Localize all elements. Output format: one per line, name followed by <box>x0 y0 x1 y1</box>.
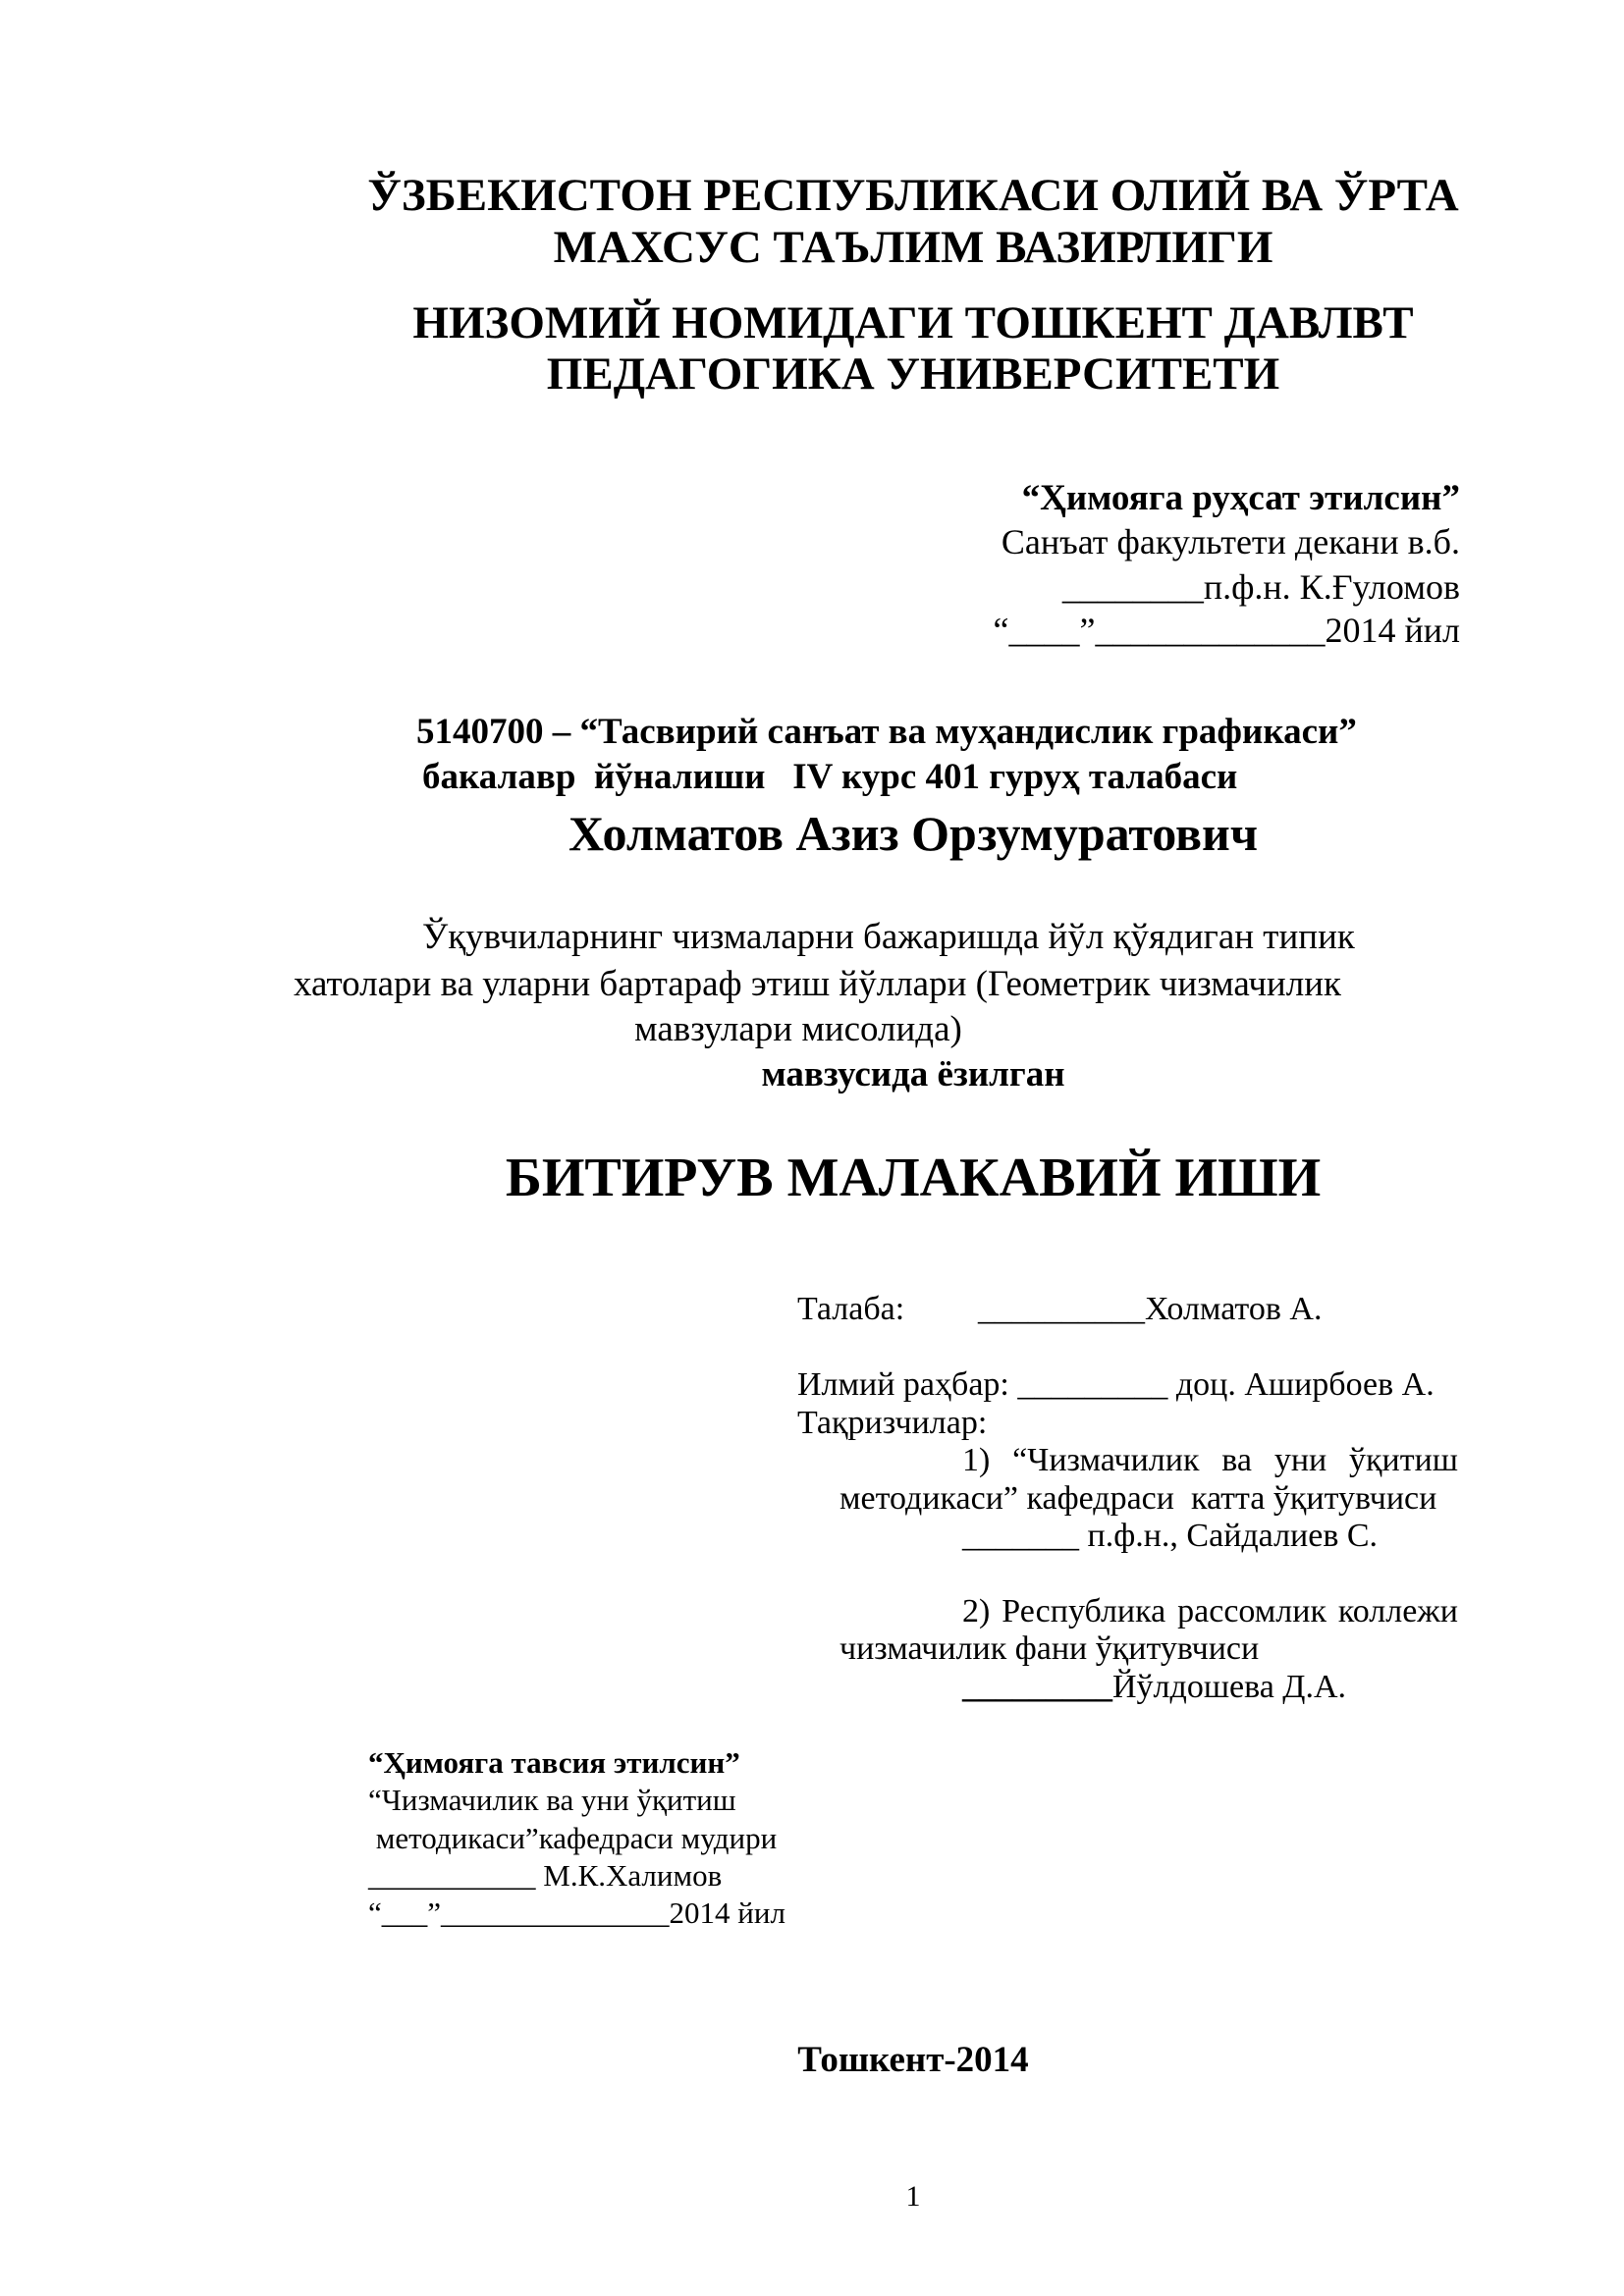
student-signature-blank: __________ <box>978 1291 1145 1327</box>
ministry-title-line1: ЎЗБЕКИСТОН РЕСПУБЛИКАСИ ОЛИЙ ВА ЎРТА <box>367 170 1459 221</box>
recommendation-line1: “Чизмачилик ва уни ўқитиш <box>368 1783 736 1817</box>
page-number: 1 <box>905 2180 921 2213</box>
reviewer2-signature-line <box>962 1668 1346 1707</box>
recommendation-signer: М.К.Халимов <box>543 1858 723 1893</box>
approval-date-open: “____” <box>993 611 1096 650</box>
university-title-line2: ПЕДАГОГИКА УНИВЕРСИТЕТИ <box>546 348 1280 400</box>
recommendation-signature-line <box>368 1857 722 1895</box>
topic-written-on: мавзусида ёзилган <box>761 1054 1065 1095</box>
topic-line2: хатолари ва уларни бартараф этиш йўллари (Геометрик чизмачилик <box>294 964 1341 1004</box>
reviewer1-line2: методикаси” кафедраси катта ўқитувчиси <box>839 1480 1437 1517</box>
advisor-signature-line <box>797 1365 1435 1405</box>
advisor-name: доц. Аширбоев А. <box>1175 1366 1435 1403</box>
topic-line3: мавзулари мисолида) <box>634 1009 962 1049</box>
recommendation-signature-blank: ___________ <box>368 1858 536 1893</box>
advisor-signature-blank: _________ <box>1017 1366 1168 1403</box>
city-year: Тошкент-2014 <box>797 2040 1029 2080</box>
university-title-line1: НИЗОМИЙ НОМИДАГИ ТОШКЕНТ ДАВЛВТ <box>412 297 1414 348</box>
reviewer1-name: п.ф.н., Сайдалиев С. <box>1087 1518 1379 1554</box>
approval-date-line <box>994 611 1460 650</box>
specialty-code-line: 5140700 – “Тасвирий санъат ва муҳандислик графикаси” <box>416 712 1357 752</box>
recommendation-date-open: “___” <box>368 1896 442 1930</box>
reviewer2-signature-blank: _________ <box>962 1669 1112 1705</box>
student-signature-label: Талаба: <box>797 1291 905 1327</box>
recommendation-date-year: 2014 йил <box>669 1896 785 1930</box>
reviewer1-signature-blank: _______ <box>962 1518 1079 1554</box>
approval-date-blank: _____________ <box>1095 611 1326 650</box>
student-signature-name: Холматов А. <box>1145 1291 1323 1327</box>
reviewer1-signature-line <box>962 1517 1378 1556</box>
reviewer2-line1: 2) Республика рассомлик коллежи <box>962 1593 1458 1629</box>
work-title: БИТИРУВ МАЛАКАВИЙ ИШИ <box>505 1148 1322 1208</box>
reviewer2-line2: чизмачилик фани ўқитувчиси <box>839 1630 1260 1667</box>
advisor-label: Илмий раҳбар: <box>797 1366 1009 1403</box>
topic-line1: Ўқувчиларнинг чизмаларни бажаришда йўл қўядиган типик <box>422 917 1355 957</box>
approval-date-year: 2014 йил <box>1325 611 1460 650</box>
recommendation-line2: методикаси”кафедраси мудири <box>368 1821 778 1855</box>
approval-signer: п.ф.н. К.Ғуломов <box>1203 567 1460 607</box>
specialty-course-line: бакалавр йўналиши IV курс 401 гуруҳ талабаси <box>422 757 1238 797</box>
approval-title: “Ҳимояга руҳсат этилсин” <box>1021 478 1460 518</box>
reviewer1-line1: 1) “Чизмачилик ва уни ўқитиш <box>962 1442 1458 1478</box>
approval-signature-blank: ________ <box>1061 567 1204 607</box>
recommendation-title: “Ҳимояга тавсия этилсин” <box>368 1745 740 1780</box>
reviewers-label: Тақризчилар: <box>797 1405 988 1441</box>
recommendation-date-line <box>368 1895 785 1932</box>
ministry-title-line2: МАХСУС ТАЪЛИМ ВАЗИРЛИГИ <box>553 222 1273 273</box>
reviewer2-name: Йўлдошева Д.А. <box>1112 1669 1347 1705</box>
approval-role: Санъат факультети декани в.б. <box>1001 522 1460 561</box>
student-full-name: Холматов Азиз Орзумуратович <box>568 806 1259 861</box>
approval-signature-line <box>1062 567 1460 607</box>
student-signature-line <box>978 1290 1322 1329</box>
recommendation-date-blank: _______________ <box>441 1896 670 1930</box>
